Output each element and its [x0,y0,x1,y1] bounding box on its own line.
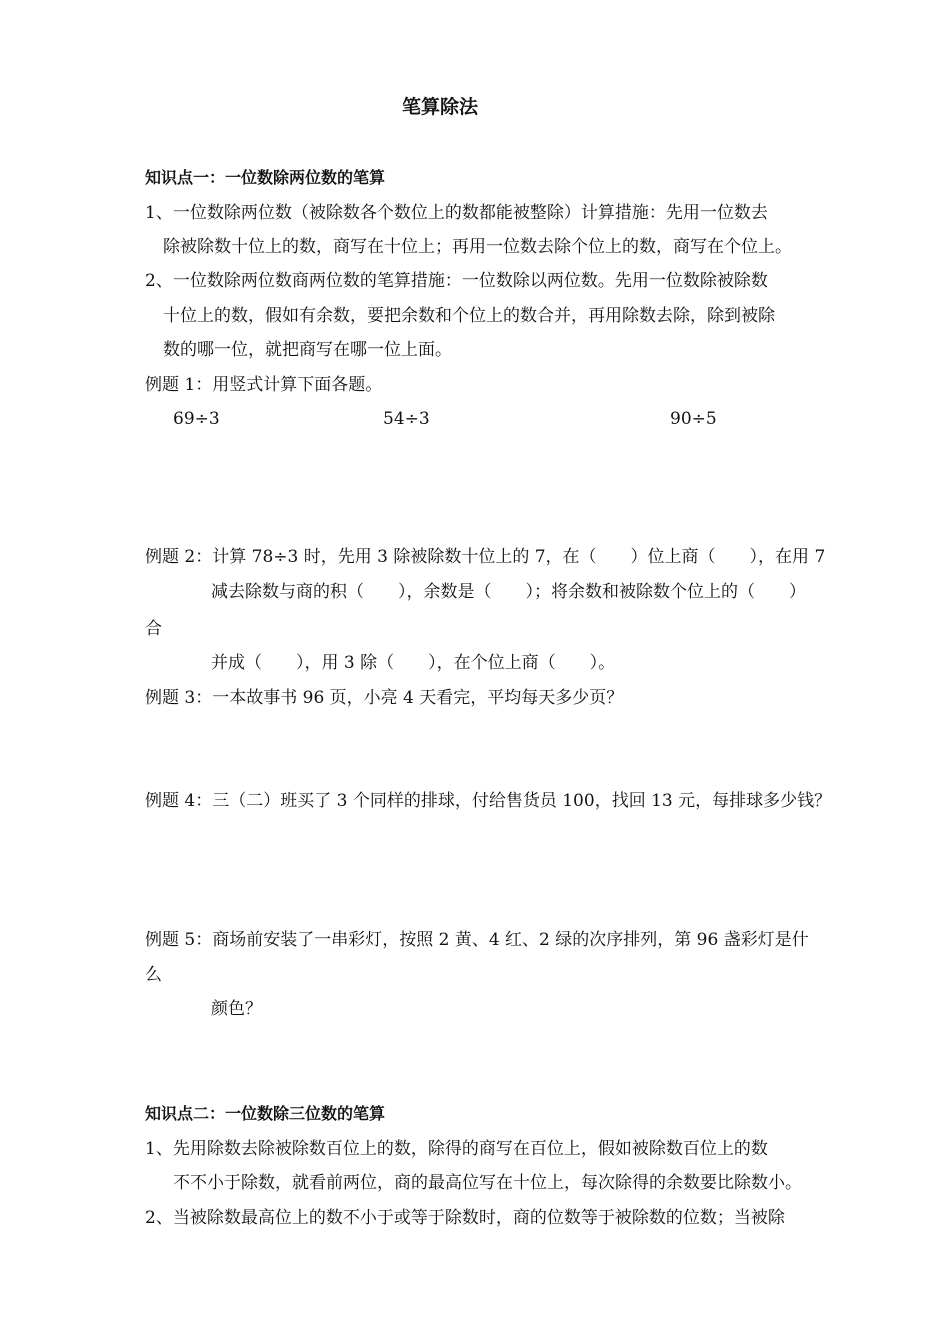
section1-point2-line2: 十位上的数，假如有余数，要把余数和个位上的数合并，再用除数去除，除到被除 [163,306,775,326]
section2-point1-line2: 不不小于除数，就看前两位，商的最高位写在十位上，每次除得的余数要比除数小。 [173,1173,802,1193]
section1-point2-line1: 2、一位数除两位数商两位数的笔算措施：一位数除以两位数。先用一位数除被除数 [145,271,768,291]
example4: 例题 4：三（二）班买了 3 个同样的排球，付给售货员 100，找回 13 元，每排球多少钱？ [145,791,832,811]
example5-line1: 例题 5：商场前安装了一串彩灯，按照 2 黄、4 红、2 绿的次序排列，第 96 盏彩灯是什 [145,930,809,950]
example3: 例题 3：一本故事书 96 页，小亮 4 天看完，平均每天多少页？ [145,688,624,708]
example1-item: 90÷5 [670,409,717,429]
example5-line3: 颜色？ [211,999,262,1019]
page-title: 笔算除法 [402,96,479,118]
section1-point2-line3: 数的哪一位，就把商写在哪一位上面。 [163,340,452,360]
section1-heading: 知识点一：一位数除两位数的笔算 [145,168,386,187]
example2-line3: 合 [145,619,162,639]
example5-line2: 么 [145,965,162,985]
section1-point1-line1: 1、一位数除两位数（被除数各个数位上的数都能被整除）计算措施：先用一位数去 [145,203,768,223]
section2-point2-line1: 2、当被除数最高位上的数不小于或等于除数时，商的位数等于被除数的位数；当被除 [145,1208,785,1228]
section2-point1-line1: 1、先用除数去除被除数百位上的数，除得的商写在百位上，假如被除数百位上的数 [145,1139,768,1159]
example1-item: 69÷3 [173,409,220,429]
section2-heading: 知识点二：一位数除三位数的笔算 [145,1104,386,1123]
section1-point1-line2: 除被除数十位上的数，商写在十位上；再用一位数去除个位上的数，商写在个位上。 [163,237,792,257]
example1-item: 54÷3 [383,409,430,429]
example2-line2: 减去除数与商的积（ ），余数是（ ）；将余数和被除数个位上的（ ） [211,582,806,602]
example2-line1: 例题 2：计算 78÷3 时，先用 3 除被除数十位上的 7，在（ ）位上商（ ），在用 7 [145,547,826,567]
example1-prompt: 例题 1：用竖式计算下面各题。 [145,375,383,395]
example2-line4: 并成（ ），用 3 除（ ），在个位上商（ ）。 [211,653,616,673]
